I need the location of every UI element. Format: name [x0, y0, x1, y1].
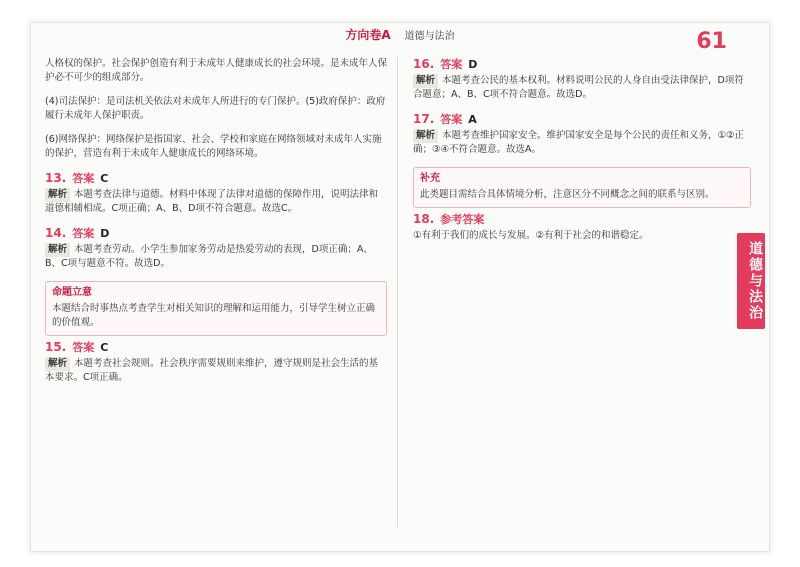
tip-box [413, 167, 751, 208]
explanation-tag: 解析 [45, 357, 70, 371]
book-title: 方向卷A [345, 27, 391, 42]
document-page [30, 22, 770, 552]
answer-item [45, 226, 387, 271]
explanation-text [413, 74, 751, 102]
answer-choice: A [468, 113, 477, 126]
explanation-text [45, 188, 387, 216]
answer-label: 答案 [440, 113, 463, 126]
answer-item [413, 112, 751, 157]
explanation-body: ①有利于我们的成长与发展。②有利于社会的和谐稳定。 [413, 230, 649, 241]
tip-title: 命题立意 [52, 287, 92, 298]
explanation-tag: 解析 [45, 243, 70, 257]
answer-label: 答案 [72, 227, 95, 240]
answer-heading [45, 171, 387, 186]
answer-heading [413, 212, 751, 227]
paragraph-text: (4)司法保护：是司法机关依法对未成年人所进行的专门保护。(5)政府保护：政府履行未成年人保护职责。 [45, 96, 386, 121]
left-column [45, 57, 387, 395]
explanation-tag: 解析 [413, 129, 438, 143]
subject-side-tab: 道德与法治 [737, 233, 765, 329]
answer-heading [413, 57, 751, 72]
tip-text: 此类题目需结合具体情境分析，注意区分不同概念之间的联系与区别。 [420, 189, 715, 200]
tip-box [45, 281, 387, 336]
book-subtitle: 道德与法治 [404, 30, 455, 42]
right-column [413, 57, 751, 253]
explanation-text [413, 129, 751, 157]
explanation-body: 本题考查法律与道德。材料中体现了法律对道德的保障作用，说明法律和道德相辅相成。C项正确；A、B、D项不符合题意。故选C。 [45, 189, 379, 214]
answer-heading [45, 226, 387, 241]
text-paragraph [45, 95, 387, 123]
answer-choice: C [100, 341, 109, 354]
explanation-tag: 解析 [413, 74, 438, 88]
explanation-body: 本题考查劳动。小学生参加家务劳动是热爱劳动的表现，D项正确；A、B、C项与题意不符。故选D。 [45, 244, 373, 269]
question-number: 14. [45, 226, 67, 240]
text-paragraph [45, 57, 387, 85]
explanation-body: 本题考查社会规则。社会秩序需要规则来维护，遵守规则是社会生活的基本要求。C项正确。 [45, 358, 379, 383]
paragraph-text: 人格权的保护。社会保护创造有利于未成年人健康成长的社会环境。是未成年人保护必不可少的组成部分。 [45, 58, 388, 83]
answer-heading [413, 112, 751, 127]
explanation-text [45, 243, 387, 271]
answer-item [413, 57, 751, 102]
question-number: 15. [45, 340, 67, 354]
paragraph-text: (6)网络保护：网络保护是指国家、社会、学校和家庭在网络领域对未成年人实施的保护，营造有利于未成年人健康成长的网络环境。 [45, 134, 382, 159]
question-number: 16. [413, 57, 435, 71]
answer-choice: C [100, 172, 109, 185]
answer-label: 答案 [72, 172, 95, 185]
tip-text: 本题结合时事热点考查学生对相关知识的理解和运用能力，引导学生树立正确的价值观。 [52, 303, 376, 328]
explanation-tag: 解析 [45, 188, 70, 202]
explanation-text [45, 357, 387, 385]
answer-label: 参考答案 [440, 213, 485, 226]
answer-label: 答案 [72, 341, 95, 354]
text-paragraph [45, 133, 387, 161]
explanation-body: 本题考查公民的基本权利。材料说明公民的人身自由受法律保护，D项符合题意；A、B、C项不符合题意。故选D。 [413, 75, 744, 100]
question-number: 17. [413, 112, 435, 126]
answer-heading [45, 340, 387, 355]
answer-item [45, 340, 387, 385]
question-number: 18. [413, 212, 435, 226]
answer-item [413, 212, 751, 243]
answer-item [45, 171, 387, 216]
page-header [31, 23, 769, 45]
answer-choice: D [468, 58, 478, 71]
explanation-body: 本题考查维护国家安全。维护国家安全是每个公民的责任和义务，①②正确；③④不符合题意。故选A。 [413, 130, 745, 155]
tip-title: 补充 [420, 173, 440, 184]
answer-label: 答案 [440, 58, 463, 71]
explanation-text [413, 229, 751, 243]
column-divider [397, 57, 398, 527]
page-number: 61 [696, 29, 727, 54]
answer-choice: D [100, 227, 110, 240]
question-number: 13. [45, 171, 67, 185]
